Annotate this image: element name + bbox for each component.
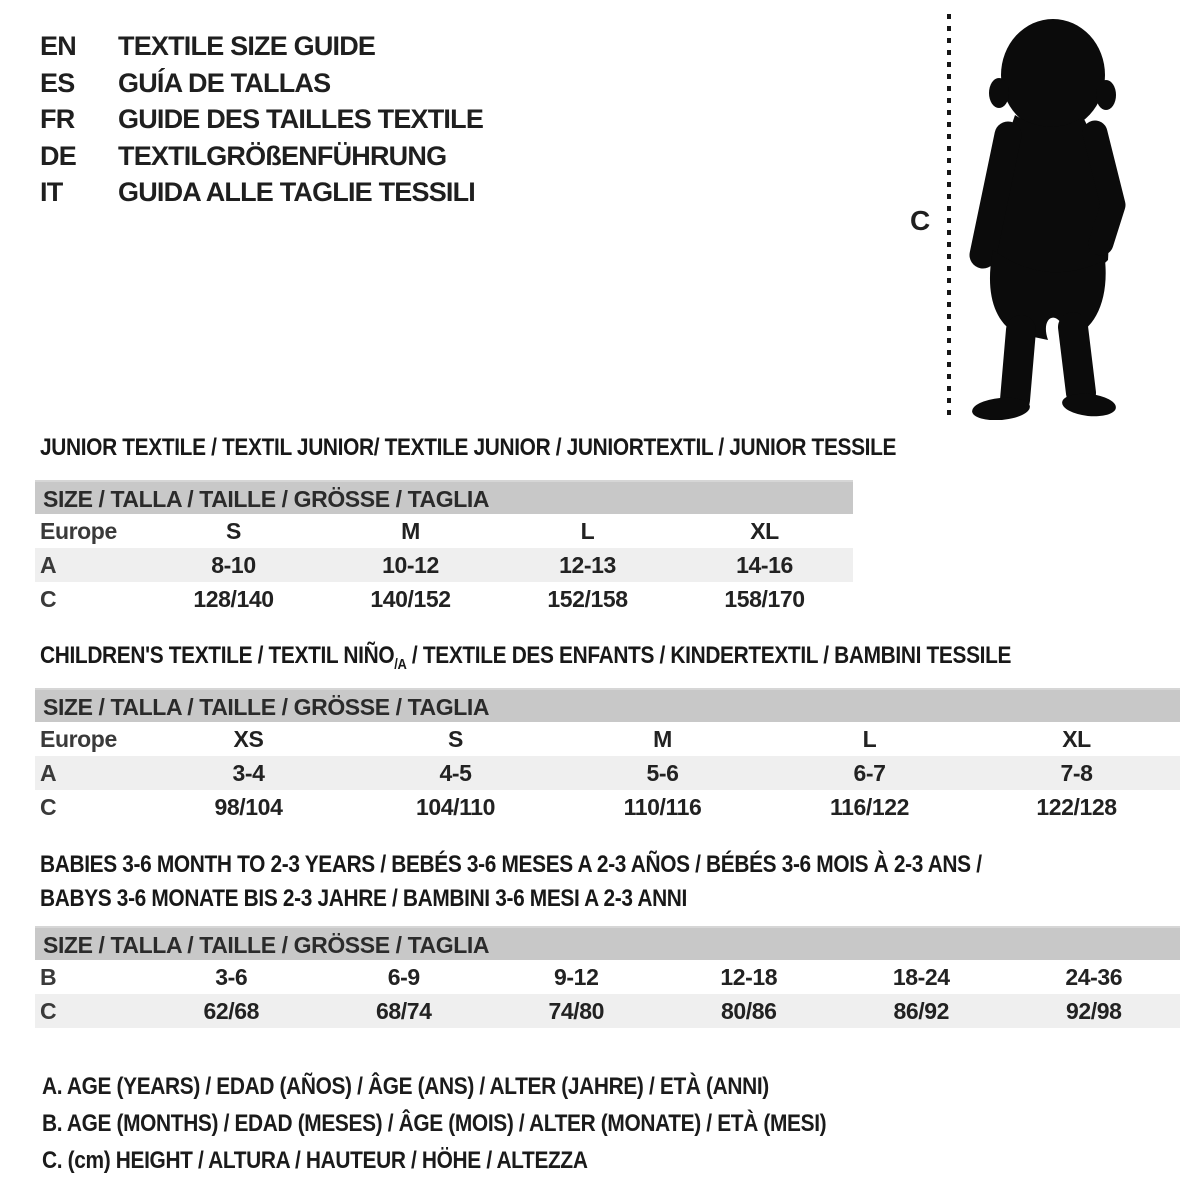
table-cell: 86/92 xyxy=(893,997,950,1024)
table-cell: 6-7 xyxy=(853,759,886,786)
table-row xyxy=(35,582,853,616)
table-row xyxy=(35,790,1180,824)
measurement-legend xyxy=(42,1068,943,1179)
lang-code-fr: FR xyxy=(40,104,75,134)
lang-code-es: ES xyxy=(40,67,75,98)
table-cell: 116/122 xyxy=(829,793,910,820)
row-label: A xyxy=(40,551,57,578)
table-cell: 24-36 xyxy=(1065,963,1123,990)
table-cell: 7-8 xyxy=(1060,759,1093,786)
children-title-pre: CHILDREN'S TEXTILE / TEXTIL NIÑO xyxy=(40,642,395,669)
row-label: C xyxy=(40,997,57,1024)
children-title-post: / TEXTILE DES ENFANTS / KINDERTEXTIL / BAMBINI TESSILE xyxy=(406,642,1012,669)
children-size-table xyxy=(35,688,1180,824)
lang-title-es: GUÍA DE TALLAS xyxy=(118,67,331,98)
lang-row-de xyxy=(40,138,483,175)
table-row xyxy=(35,548,853,582)
row-label: A xyxy=(40,759,57,786)
table-cell: 14-16 xyxy=(736,551,793,578)
legend-line-age-months-text: B. AGE (MONTHS) / EDAD (MESES) / ÂGE (MOIS) / ALTER (MONATE) / ETÀ (MESI) xyxy=(42,1110,827,1137)
row-label: C xyxy=(40,585,57,612)
babies-title-line2: BABYS 3-6 MONATE BIS 2-3 JAHRE / BAMBINI 3-6 MESI A 2-3 ANNI xyxy=(40,885,688,912)
table-cell: 98/104 xyxy=(214,793,283,820)
table-cell: 68/74 xyxy=(375,997,432,1024)
babies-section-title xyxy=(40,848,1122,916)
table-cell: 3-4 xyxy=(232,759,265,786)
height-measure-dashed-line xyxy=(947,14,951,420)
legend-line-height-cm-text: C. (cm) HEIGHT / ALTURA / HAUTEUR / HÖHE / ALTEZZA xyxy=(42,1147,588,1174)
lang-row-es xyxy=(40,65,483,102)
legend-line-age-years-text: A. AGE (YEARS) / EDAD (AÑOS) / ÂGE (ANS) / ALTER (JAHRE) / ETÀ (ANNI) xyxy=(42,1073,769,1100)
junior-table-header: SIZE / TALLA / TAILLE / GRÖSSE / TAGLIA xyxy=(35,480,853,514)
lang-title-it: GUIDA ALLE TAGLIE TESSILI xyxy=(118,177,475,207)
babies-title-line1: BABIES 3-6 MONTH TO 2-3 YEARS / BEBÉS 3-6 MESES A 2-3 AÑOS / BÉBÉS 3-6 MOIS À 2-3 ANS / xyxy=(40,851,982,878)
children-title-subscript: /A xyxy=(394,656,407,673)
table-cell: 9-12 xyxy=(554,963,599,990)
table-cell: L xyxy=(862,725,877,752)
lang-row-fr xyxy=(40,101,483,138)
lang-title-en: TEXTILE SIZE GUIDE xyxy=(118,31,376,61)
table-cell: 4-5 xyxy=(439,759,472,786)
table-cell: 6-9 xyxy=(387,963,420,990)
toddler-silhouette-icon xyxy=(953,15,1153,420)
lang-title-de: TEXTILGRÖßENFÜHRUNG xyxy=(118,140,447,171)
lang-title-fr: GUIDE DES TAILLES TEXTILE xyxy=(118,104,484,134)
legend-line-age-years xyxy=(42,1068,943,1105)
table-cell: 18-24 xyxy=(892,963,950,990)
table-cell: 140/152 xyxy=(370,585,451,612)
table-cell: XS xyxy=(233,725,264,752)
junior-section-title xyxy=(40,434,1024,462)
table-cell: 110/116 xyxy=(623,793,702,820)
table-cell: 12-13 xyxy=(559,551,616,578)
children-section-title-text xyxy=(40,642,1011,673)
table-cell: S xyxy=(226,517,241,544)
table-row xyxy=(35,994,1180,1028)
babies-table-header: SIZE / TALLA / TAILLE / GRÖSSE / TAGLIA xyxy=(35,926,1180,960)
legend-line-height-cm xyxy=(42,1142,943,1179)
lang-code-de: DE xyxy=(40,140,76,171)
table-cell: 12-18 xyxy=(720,963,778,990)
table-row xyxy=(35,722,1180,756)
height-measure-label: C xyxy=(910,205,930,236)
table-cell: M xyxy=(653,725,672,752)
table-cell: 74/80 xyxy=(548,997,605,1024)
table-cell: L xyxy=(580,517,595,544)
row-label: B xyxy=(40,963,57,990)
table-cell: 8-10 xyxy=(211,551,256,578)
table-cell: XL xyxy=(750,517,779,544)
children-section-title xyxy=(40,642,1156,673)
row-label: C xyxy=(40,793,57,820)
table-cell: XL xyxy=(1062,725,1091,752)
table-cell: 104/110 xyxy=(415,793,496,820)
table-cell: 122/128 xyxy=(1036,793,1117,820)
row-label: Europe xyxy=(40,517,117,544)
lang-code-en: EN xyxy=(40,31,76,61)
language-title-block xyxy=(40,28,483,211)
table-cell: 62/68 xyxy=(203,997,260,1024)
legend-line-age-months xyxy=(42,1105,943,1142)
table-row xyxy=(35,960,1180,994)
table-cell: 10-12 xyxy=(382,551,439,578)
row-label: Europe xyxy=(40,725,117,752)
table-cell: 158/170 xyxy=(724,585,805,612)
babies-size-table xyxy=(35,926,1180,1028)
table-cell: 5-6 xyxy=(646,759,679,786)
table-row xyxy=(35,756,1180,790)
table-cell: S xyxy=(448,725,463,752)
table-cell: 3-6 xyxy=(215,963,248,990)
lang-row-en xyxy=(40,28,483,65)
table-cell: 128/140 xyxy=(193,585,274,612)
lang-row-it xyxy=(40,174,483,211)
lang-code-it: IT xyxy=(40,177,63,207)
table-cell: 92/98 xyxy=(1065,997,1122,1024)
children-table-header: SIZE / TALLA / TAILLE / GRÖSSE / TAGLIA xyxy=(35,688,1180,722)
table-cell: 80/86 xyxy=(720,997,777,1024)
junior-size-table xyxy=(35,480,853,616)
table-row xyxy=(35,514,853,548)
table-cell: M xyxy=(401,517,420,544)
table-cell: 152/158 xyxy=(547,585,628,612)
junior-section-title-text: JUNIOR TEXTILE / TEXTIL JUNIOR/ TEXTILE JUNIOR / JUNIORTEXTIL / JUNIOR TESSILE xyxy=(40,434,897,461)
